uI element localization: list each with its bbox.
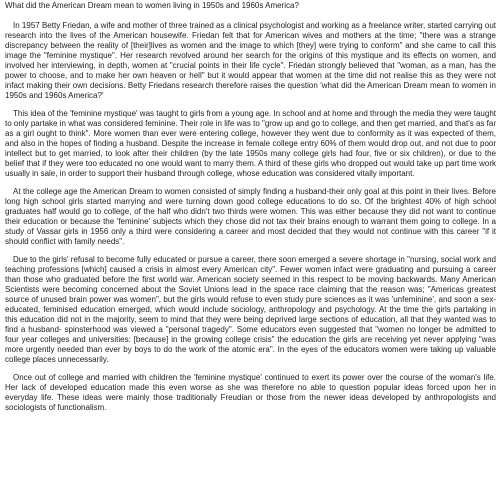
essay-paragraph-1: In 1957 Betty Friedan, a wife and mother of three trained as a clinical psychologist and working as a freelance writer, started carrying out research into the lives of the American housewife. Friedan felt that for American wives and mothers at the time; "there was a strange discrepancy between the reality of [their]lives as women and the image to which [they] were trying to conform" and she came to call this image the "feminine mystique". Her research revolved around her search for the origins of this mystique and its effects on women, and involved her interviewing, in depth, women at "crucial points in their life cycle". Friedan strongly believed that "woman, as a man, has the power to choose, and to make her own heaven or hell" but it would appear that women at the time did not realise this as they were not infact making their own decisions. Betty Friedans research therefore raises the question 'what did the American Dream mean to women in 1950s and 1960s America?' — [5, 21, 496, 100]
essay-paragraph-2: This idea of the 'feminine mystique' was taught to girls from a young age. In school and at home and through the media they were taught to only partake in what was considered feminine. Their role in life was to "grow up and go to college, and then get married, and that's as far as a girl ought to think". More women than ever were entering college, however they went due to conformity as it was expected of them, and also in the hopes of finding a husband. Despite the increase in female college entry 60% of them would drop out, and not due to poor intellect but to get married, to look after their children (by the late 1950s many college girls had four, five or six children), or due to the belief that if they were too educated no one would want to marry them. A third of these girls who dropped out would take up part time work usually in sale, in order to support their husband through college, whose education was considered vitally important. — [5, 109, 496, 178]
essay-paragraph-5: Once out of college and married with children the 'feminine mystique' continued to exert its power over the course of the woman's life. Her lack of developed education made this even worse as she was therefore no able to question popular ideas forced upon her in everyday life. These ideas were mainly those traditionally Freudian or those from the newer ideas developed by anthropologists and sociologists of functionalism. — [5, 373, 496, 412]
essay-paragraph-4: Due to the girls' refusal to become fully educated or pursue a career, there soon emerged a severe shortage in "nursing, social work and teaching professions [which] caused a crisis in almost every American city". Fewer women infact were graduating and pursuing a career than those who graduated before the first world war. American society seemed in this respect to be moving backwards. Many American Scientists were becoming concerned about the Soviet Unions lead in the space race claiming that the reason was; "Americas greatest source of unused brain power was women", but the girls would refuse to even study pure sciences as it was 'unfeminine', and soon a sex-educated, feminised education emerged, which would include sociology, anthropology and psychology. At the time the girls partaking in this education did not in the majority, seem to mind that they were being deprived large sections of education, all that they wanted was to find a husband- spinsterhood was viewed a "personal tragedy". Some educators even suggested that "women no longer be admitted to four year colleges and universities: [because] in the growing college crisis" the education the girls are receiving yet never applying "was more urgently needed than ever by boys to do the work of the atomic era". In the eyes of the educators women were taking up valuable college places unnecessarily. — [5, 255, 496, 364]
essay-title: What did the American Dream mean to women living in 1950s and 1960s America? — [5, 1, 299, 10]
essay-paragraph-3: At the college age the American Dream to women consisted of simply finding a husband-their only goal at this point in their lives. Before long high school girls started marrying and were turning down good college educations to do so. Of the brightest 40% of high school graduates half would go to college, of the half who didn't two thirds were women. This was either because they did not want to continue their education or because the 'feminine' subjects which they chose did not tax their brains enough to warrant them going to college. In a study of Vassar girls in 1956 only a third were considering a career and most decided that they would not continue with this career "if it should conflict with family needs". — [5, 187, 496, 246]
